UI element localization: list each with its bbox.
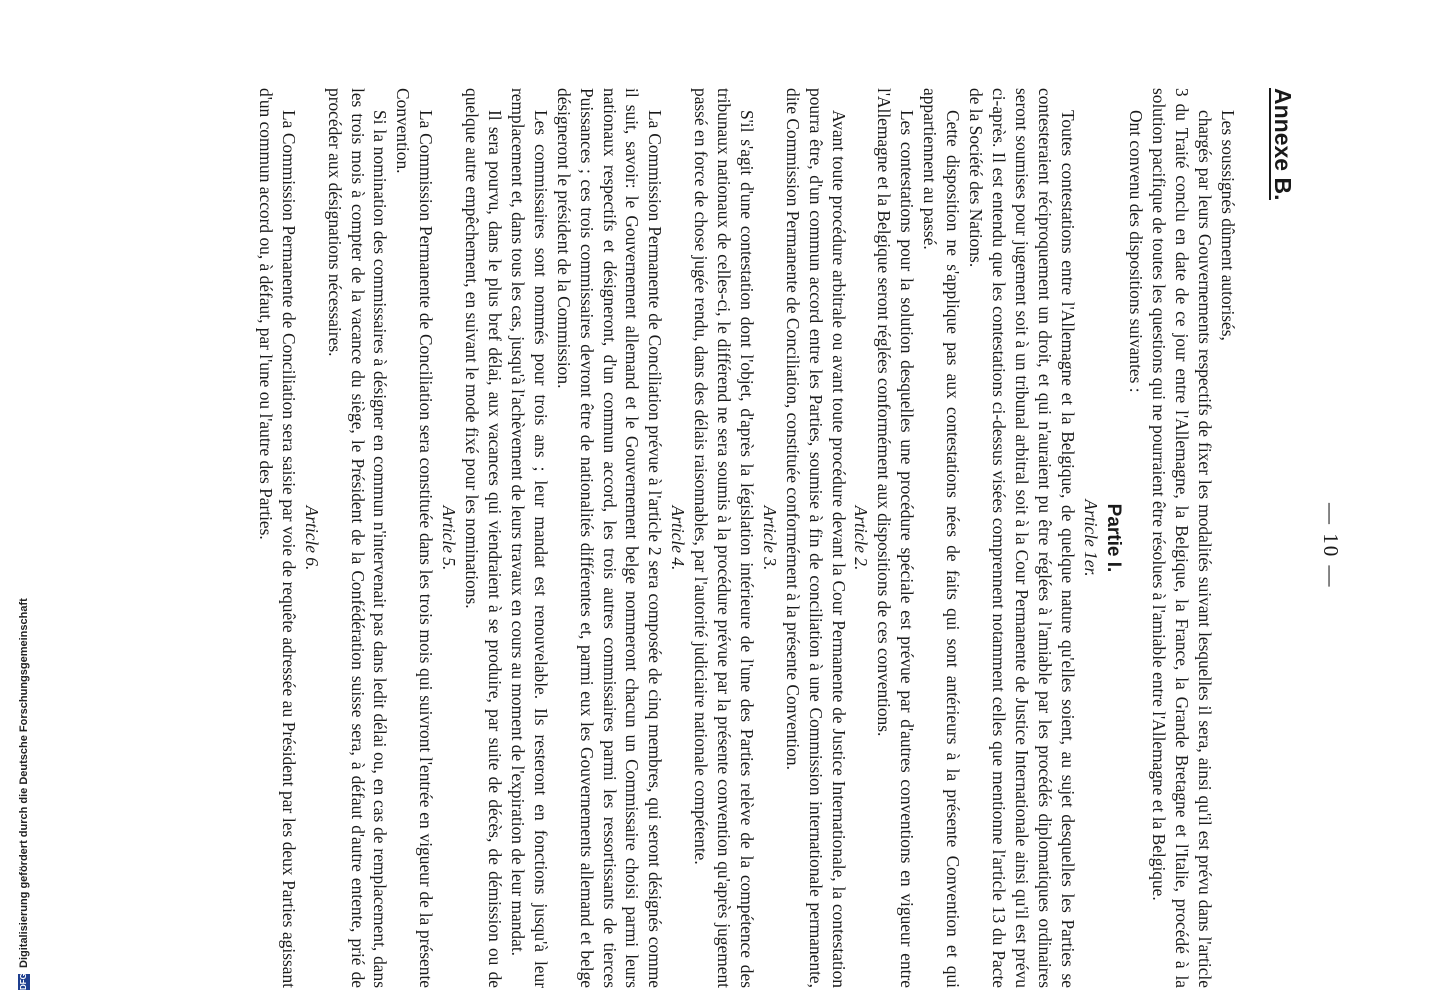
annex-title: Annexe B. bbox=[1270, 88, 1296, 201]
document-page bbox=[155, 88, 1343, 988]
article-6-paragraph: La Commission Permanente de Conciliation sera saisie par voie de requête adressée au Président par les deux Parties agissant d'un commun accord ou, à défaut, par l'une ou l'autre des Parties. bbox=[255, 88, 299, 988]
dfg-logo-icon: DFG bbox=[19, 973, 28, 990]
article-4-paragraph: La Commission Permanente de Conciliation prévue à l'article 2 sera composée de cinq membres, qui seront désignés comme il suit, savoir: le Gouvernement allemand et le Gouvernement belge nommeront chacun un Commissaire choisi parmi leurs nationaux respectifs et désigneront, d'un commun accord, les trois autres commissaires parmi les ressortissants de tierces Puissances ; ces trois commissaires devront être de nationalités différentes et, parmi eux les Gouvernements allemand et belge désigneront le président de la Commission. bbox=[553, 88, 666, 988]
intro-line-1: Les soussignés dûment autorisés, bbox=[1218, 110, 1238, 341]
article-4-paragraph: Il sera pourvu, dans le plus bref délai, aux vacances qui viendraient à se produire, par suite de décès, de démission ou de quelque autre empêchement, en suivant le mode fixé pour les nominations. bbox=[462, 88, 505, 988]
article-1-paragraph: Cette disposition ne s'applique pas aux contestations nées de faits qui sont antérieurs à la présente Convention et qui appartiennent au passé. bbox=[920, 88, 964, 988]
page-number: — 10 — bbox=[1319, 503, 1343, 589]
article-2-paragraph: Avant toute procédure arbitrale ou avant toute procédure devant la Cour Permanente de Justice Internationale, la contestation pourra être, d'un commun accord entre les Parties, soumise à fin de conciliation à une Commission internationale permanente, dite Commission Permanente de Conciliation, constituée conformément à la présente Convention. bbox=[782, 88, 849, 988]
intro-line-3: Ont convenu des dispositions suivantes : bbox=[1126, 110, 1147, 393]
article-5-paragraph: La Commission Permanente de Conciliation sera constituée dans les trois mois qui suivront l'entrée en vigueur de la présente Convention. bbox=[393, 88, 437, 988]
article-1-title: Article 1er. bbox=[1080, 499, 1101, 577]
document-body bbox=[254, 88, 1239, 988]
article-3-paragraph: S'il s'agit d'une contestation dont l'objet, d'après la législation intérieure de l'une des Parties relève de la compétence des tribunaux nationaux de celles-ci, le différend ne sera soumis à la procédure prévue par la présente convention qu'après jugement passé en force de chose jugée rendu, dans des délais raisonnables, par l'autorité judiciaire nationale compétente. bbox=[691, 88, 757, 988]
article-3-title: Article 3. bbox=[759, 505, 780, 571]
intro-line-2: chargés par leurs Gouvernements respectifs de fixer les modalités suivant lesquelles il sera, ainsi qu'il est prévu dans l'article 3 du Traité conclu en date de ce jour entre l'Allemagne, la Belgique, la France, la Grande Bretagne et l'Italie, procédé à la solution pacifique de toutes les questions qui ne pourraient être résolues à l'amiable entre l'Allemagne et la Belgique. bbox=[1149, 88, 1216, 988]
article-1-paragraph: Les contestations pour la solution desquelles une procédure spéciale est prévue par d'autres conventions en vigueur entre l'Allemagne et la Belgique seront réglées conformément aux dispositions de ces conventions. bbox=[874, 88, 918, 988]
article-5-paragraph: Si la nomination des commissaires à désigner en commun n'intervenait pas dans ledit délai ou, en cas de remplacement, dans les trois mois à compter de la vacance du siège, le Président de la Confédération suisse sera, à défaut d'autre entente, prié de procéder aux désignations nécessaires. bbox=[324, 88, 391, 988]
digitization-footer bbox=[14, 0, 34, 990]
article-4-title: Article 4. bbox=[668, 505, 689, 571]
article-5-title: Article 5. bbox=[439, 505, 460, 571]
article-4-paragraph: Les commissaires sont nommés pour trois ans ; leur mandat est renouvelable. Ils resteront en fonctions jusqu'à leur remplacement et, dans tous les cas, jusqu'à l'achèvement de leurs travaux en cours au moment de l'expiration de leur mandat. bbox=[507, 88, 551, 988]
part-title: Partie I. bbox=[1103, 503, 1125, 573]
article-2-title: Article 2. bbox=[851, 505, 872, 571]
article-1-paragraph: Toutes contestations entre l'Allemagne et la Belgique, de quelque nature qu'elles soient, au sujet desquelles les Parties se contesteraient réciproquement un droit, et qui n'auraient pu être réglées à l'amiable par les procédés diplomatiques ordinaires seront soumises pour jugement soit à un tribunal arbitral soit à la Cour Permanente de Justice Internationale ainsi qu'il est prévu ci-après. Il est entendu que les contestations ci-dessus visées comprennent notamment celles que mentionne l'article 13 du Pacte de la Société des Nations. bbox=[966, 88, 1078, 988]
footer-text: Digitalisierung gefördert durch die Deutsche Forschungsgemeinschaft bbox=[18, 598, 30, 968]
article-6-title: Article 6. bbox=[301, 505, 322, 571]
